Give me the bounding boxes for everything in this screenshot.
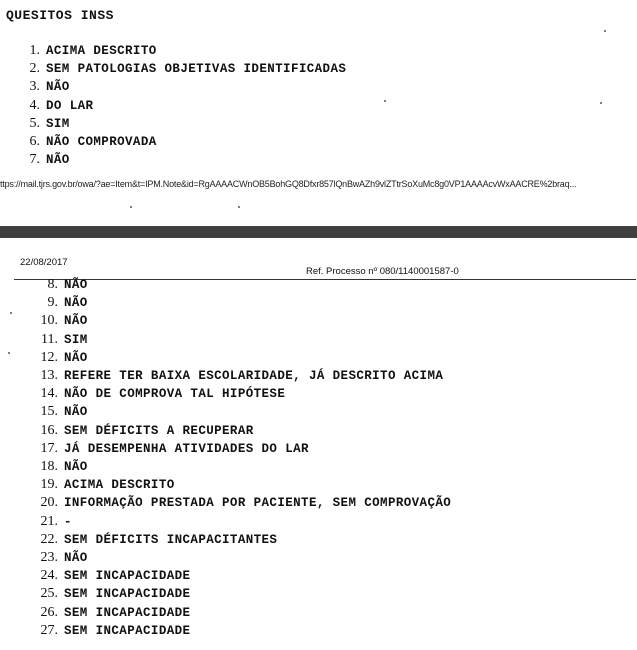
answer-number: 11. xyxy=(41,331,58,347)
answer-text: NÃO xyxy=(64,460,88,474)
answer-text: SEM PATOLOGIAS OBJETIVAS IDENTIFICADAS xyxy=(46,62,347,77)
answer-item xyxy=(0,275,88,293)
page-header-date: 22/08/2017 xyxy=(20,257,68,268)
answer-number: 22. xyxy=(40,531,58,547)
answer-text: NÃO COMPROVADA xyxy=(46,135,157,149)
header-rule xyxy=(14,279,636,280)
answer-text: NÃO xyxy=(64,278,88,292)
answer-item xyxy=(0,348,88,366)
answer-number: 10. xyxy=(40,313,58,329)
document-heading: QUESITOS INSS xyxy=(6,8,114,23)
answer-text: REFERE TER BAIXA ESCOLARIDADE, JÁ DESCRITO ACIMA xyxy=(64,369,444,383)
answer-number: 23. xyxy=(40,550,58,565)
answer-number: 16. xyxy=(40,422,58,438)
page-separator xyxy=(0,226,637,238)
answer-item xyxy=(0,621,190,639)
answer-item xyxy=(0,530,277,548)
answer-item xyxy=(0,366,443,384)
print-footer-url: ttps://mail.tjrs.gov.br/owa/?ae=Item&t=IPM.Note&id=RgAAAACWnOB5BohGQ8Dfxr857lQnBwAZh9vlZTtrSoXuMc8g0VP1AAAAcvWxAACRE%2braq... xyxy=(0,179,577,189)
answer-number: 4. xyxy=(29,97,40,113)
answer-number: 20. xyxy=(40,495,58,511)
answer-number: 14. xyxy=(40,386,58,402)
answer-number: 8. xyxy=(47,277,58,292)
scan-speck xyxy=(600,102,602,104)
answer-item xyxy=(0,603,190,621)
answer-item xyxy=(0,584,190,602)
answer-text: SEM INCAPACIDADE xyxy=(64,587,191,602)
answer-item xyxy=(0,293,88,311)
answer-text: DO LAR xyxy=(46,98,94,113)
answer-number: 27. xyxy=(40,622,58,638)
scan-speck xyxy=(604,30,606,32)
answer-number: 6. xyxy=(29,134,40,149)
answer-item xyxy=(0,512,72,530)
answer-text: SEM INCAPACIDADE xyxy=(64,569,191,584)
answer-item xyxy=(0,150,70,168)
answer-number: 18. xyxy=(40,459,58,474)
answer-text: NÃO xyxy=(64,350,88,365)
answer-text: SIM xyxy=(64,332,88,347)
answer-item xyxy=(0,96,93,114)
answer-text: NÃO DE COMPROVA TAL HIPÓTESE xyxy=(64,387,286,402)
answer-text: NÃO xyxy=(46,80,70,95)
answer-text: NÃO xyxy=(64,296,88,311)
answer-text: SEM DÉFICITS A RECUPERAR xyxy=(64,423,254,438)
answer-item xyxy=(0,77,70,95)
answer-item xyxy=(0,493,451,511)
answer-number: 1. xyxy=(29,43,40,58)
answer-text: ACIMA DESCRITO xyxy=(64,478,175,493)
answer-text: NÃO xyxy=(64,405,88,420)
answer-text: NÃO xyxy=(64,551,88,565)
answer-item xyxy=(0,132,157,150)
answer-text: INFORMAÇÃO PRESTADA POR PACIENTE, SEM COMPROVAÇÃO xyxy=(64,496,452,511)
answer-text: SEM DÉFICITS INCAPACITANTES xyxy=(64,532,278,547)
answer-item xyxy=(0,59,346,77)
answer-text: NÃO xyxy=(64,314,88,329)
answer-number: 17. xyxy=(40,440,58,456)
scan-speck xyxy=(384,100,386,102)
answer-item xyxy=(0,548,88,566)
page-header-process-ref: Ref. Processo nº 080/1140001587-0 xyxy=(306,266,459,277)
answer-number: 7. xyxy=(29,152,40,168)
scan-speck xyxy=(238,206,240,208)
scan-speck xyxy=(130,206,132,208)
answer-text: SIM xyxy=(46,116,70,131)
answer-number: 9. xyxy=(47,295,58,311)
answer-item xyxy=(0,384,285,402)
answer-number: 24. xyxy=(40,568,58,584)
answer-number: 15. xyxy=(40,404,58,420)
answer-text: SEM INCAPACIDADE xyxy=(64,605,191,620)
answer-item xyxy=(0,311,88,329)
answer-item xyxy=(0,421,254,439)
answer-number: 25. xyxy=(40,586,58,602)
answer-number: 5. xyxy=(29,115,40,131)
answer-item xyxy=(0,402,88,420)
answer-number: 2. xyxy=(29,61,40,77)
answer-item xyxy=(0,330,88,348)
answer-item xyxy=(0,41,157,59)
answer-number: 19. xyxy=(40,477,58,493)
answer-text: JÁ DESEMPENHA ATIVIDADES DO LAR xyxy=(64,441,309,456)
answer-text: NÃO xyxy=(46,153,70,168)
answer-number: 12. xyxy=(40,349,58,365)
answer-number: 13. xyxy=(40,368,58,383)
answer-item xyxy=(0,457,88,475)
answer-text: SEM INCAPACIDADE xyxy=(64,623,191,638)
answer-item xyxy=(0,475,175,493)
answer-item xyxy=(0,439,309,457)
answer-number: 21. xyxy=(40,513,58,529)
answer-item xyxy=(0,114,70,132)
answer-text: ACIMA DESCRITO xyxy=(46,44,157,58)
answer-item xyxy=(0,566,190,584)
answer-text: - xyxy=(64,514,72,529)
answer-number: 3. xyxy=(29,79,40,95)
answer-number: 26. xyxy=(40,604,58,620)
